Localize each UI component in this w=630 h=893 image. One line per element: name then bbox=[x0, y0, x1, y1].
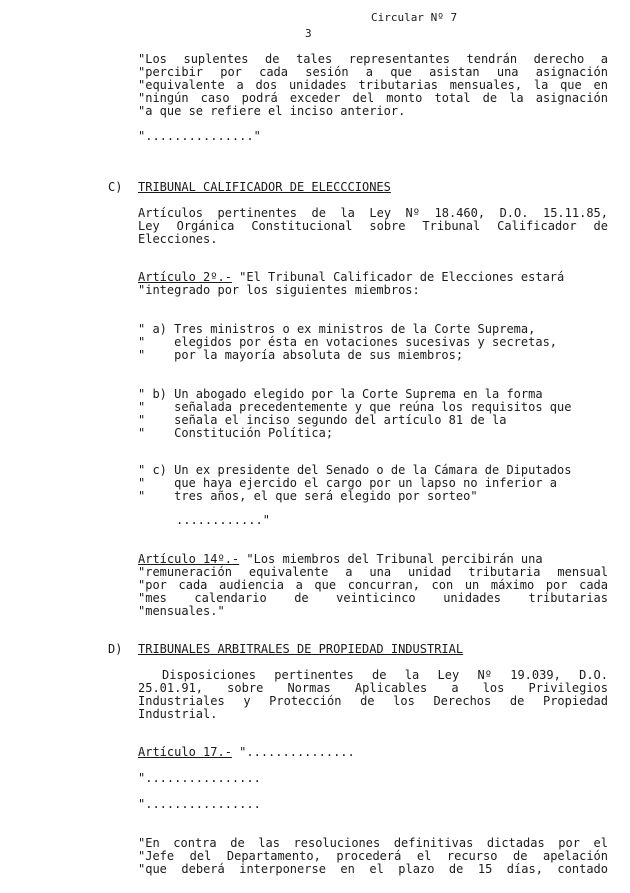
ellipsis-line: "................ bbox=[138, 771, 261, 785]
item-b-line: " b) Un abogado elegido por la Corte Suprema en la forma bbox=[138, 387, 543, 401]
article-14-body bbox=[138, 566, 608, 618]
article-2-text-line: "integrado por los siguientes miembros: bbox=[138, 283, 420, 297]
article-14-line: "mes calendario de veinticinco unidades tributarias bbox=[138, 591, 608, 605]
closing-line: "Jefe del Departamento, procederá el recurso de apelación bbox=[138, 849, 608, 863]
closing-paragraph bbox=[138, 837, 608, 876]
page-number: 3 bbox=[305, 27, 312, 40]
article-17-label: Artículo 17.- bbox=[138, 745, 232, 759]
section-d-letter: D) bbox=[108, 642, 123, 656]
closing-line: "que deberá interponerse en el plazo de 15 días, contado bbox=[138, 862, 608, 876]
article-14-line: "por cada audiencia a que concurran, con un máximo por cada bbox=[138, 578, 608, 592]
article-14-label: Artículo 14º.- bbox=[138, 552, 240, 566]
item-c-line: " tres años, el que será elegido por sorteo" bbox=[138, 489, 478, 503]
article-2-text: "El Tribunal Calificador de Elecciones estará bbox=[231, 270, 565, 284]
articles-intro-line: Elecciones. bbox=[138, 232, 218, 246]
item-b-line: " señalada precedentemente y que reúna los requisitos que bbox=[138, 400, 572, 414]
article-14-text: "Los miembros del Tribunal percibirán una bbox=[239, 552, 543, 566]
dispositions-line: 25.01.91, sobre Normas Aplicables a los Privilegios bbox=[138, 681, 608, 695]
dispositions-line: Industrial. bbox=[138, 707, 218, 721]
item-b-line: " Constitución Política; bbox=[138, 426, 334, 440]
intro-line: "a que se refiere el inciso anterior. bbox=[138, 104, 406, 118]
document-header-title: Circular Nº 7 bbox=[371, 11, 458, 24]
item-b-line: " señala el inciso segundo del artículo 81 de la bbox=[138, 413, 507, 427]
section-c-articles-intro bbox=[138, 207, 608, 246]
intro-line: "Los suplentes de tales representantes tendrán derecho a bbox=[138, 52, 608, 66]
item-a-line: " a) Tres ministros o ex ministros de la Corte Suprema, bbox=[138, 322, 536, 336]
intro-line: "equivalente a dos unidades tributarias mensuales, la que en bbox=[138, 78, 608, 92]
section-c-title: TRIBUNAL CALIFICADOR DE ELECCCIONES bbox=[138, 180, 391, 194]
item-a-line: " por la mayoría absoluta de sus miembros; bbox=[138, 348, 464, 362]
dispositions-line: Industriales y Protección de los Derechos de Propiedad bbox=[138, 694, 608, 708]
items-ellipsis: ............" bbox=[176, 513, 270, 527]
article-17-ellipsis: "............... bbox=[231, 745, 355, 759]
item-c-line: " que haya ejercido el cargo por un lapso no inferior a bbox=[138, 476, 558, 490]
intro-paragraph bbox=[138, 53, 608, 118]
section-d-title: TRIBUNALES ARBITRALES DE PROPIEDAD INDUSTRIAL bbox=[138, 642, 464, 656]
article-2-label: Artículo 2º.- bbox=[138, 270, 232, 284]
closing-line: "En contra de las resoluciones definitivas dictadas por el bbox=[138, 836, 608, 850]
ellipsis-line: "................ bbox=[138, 797, 261, 811]
intro-ellipsis: "..............." bbox=[138, 129, 261, 143]
section-d-dispositions bbox=[138, 669, 608, 721]
item-c-line: " c) Un ex presidente del Senado o de la Cámara de Diputados bbox=[138, 463, 572, 477]
intro-line: "ningún caso podrá exceder del monto total de la asignación bbox=[138, 91, 608, 105]
article-14-line: "mensuales." bbox=[138, 604, 225, 618]
item-a-line: " elegidos por ésta en votaciones sucesivas y secretas, bbox=[138, 335, 558, 349]
articles-intro-line: Artículos pertinentes de la Ley Nº 18.460, D.O. 15.11.85, bbox=[138, 206, 608, 220]
section-c-letter: C) bbox=[108, 180, 123, 194]
intro-line: "percibir por cada sesión a que asistan una asignación bbox=[138, 65, 608, 79]
article-17-heading bbox=[138, 746, 355, 759]
articles-intro-line: Ley Orgánica Constitucional sobre Tribunal Calificador de bbox=[138, 219, 608, 233]
article-14-line: "remuneración equivalente a una unidad tributaria mensual bbox=[138, 565, 608, 579]
dispositions-line: Disposiciones pertinentes de la Ley Nº 19.039, D.O. bbox=[162, 668, 608, 682]
